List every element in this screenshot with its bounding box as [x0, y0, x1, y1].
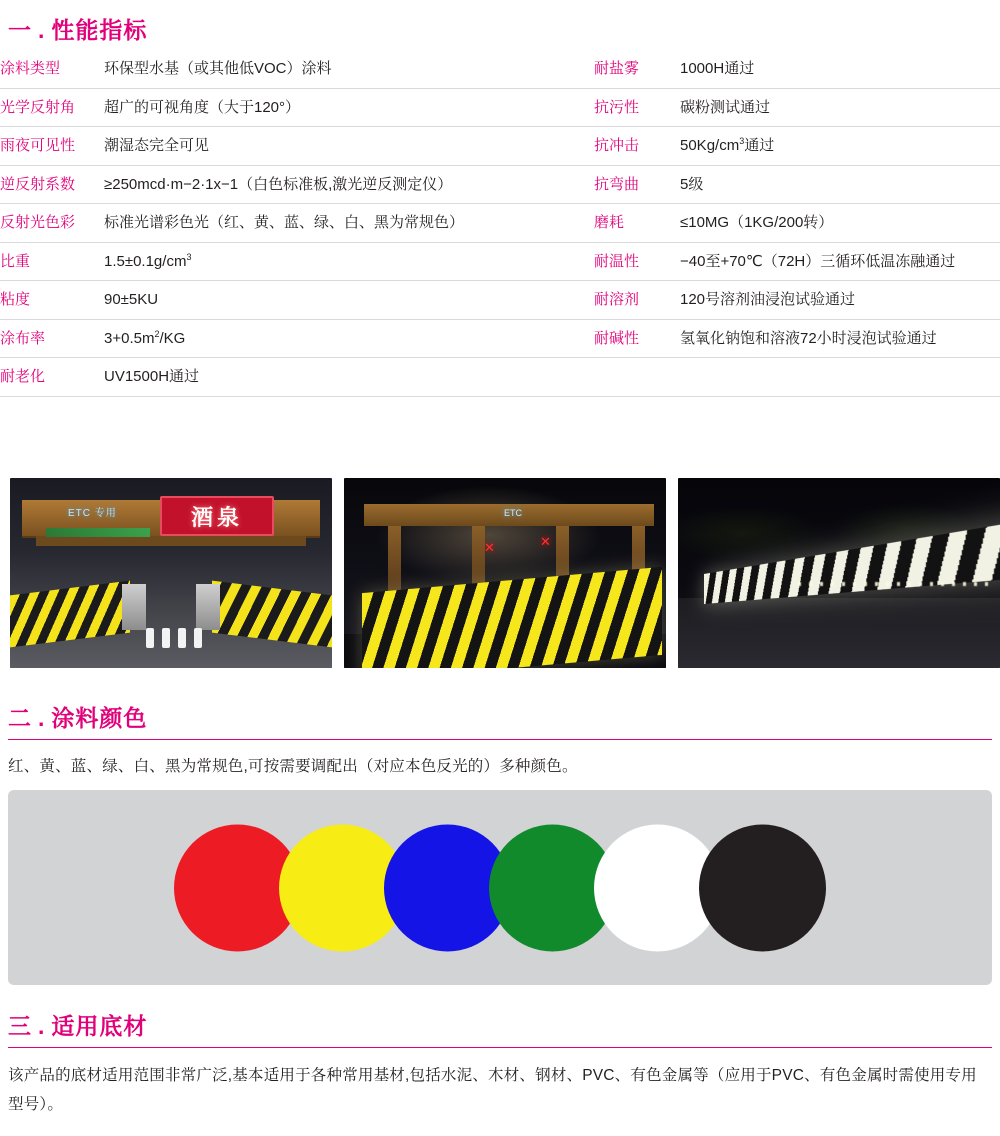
section-number: 二 — [8, 705, 32, 731]
spec-label: 耐老化 — [0, 358, 104, 397]
section-heading-color — [8, 700, 992, 733]
spec-label: 反射光色彩 — [0, 204, 104, 243]
section-title: 适用底材 — [51, 1013, 148, 1039]
color-swatch-black — [699, 824, 826, 951]
spec-value: UV1500H通过 — [104, 358, 594, 397]
toll-booth-right — [196, 584, 220, 630]
spec-label: 粘度 — [0, 281, 104, 320]
section-divider — [8, 1047, 992, 1048]
spec-value: ≤10MG（1KG/200转） — [680, 204, 1000, 243]
table-row — [0, 88, 1000, 127]
color-description: 红、黄、蓝、绿、白、黑为常规色,可按需要调配出（对应本色反光的）多种颜色。 — [8, 758, 578, 775]
substrate-description: 该产品的底材适用范围非常广泛,基本适用于各种常用基材,包括水泥、木材、钢材、PVC、有色金属等（应用于PVC、有色金属时需使用专用型号）。 — [8, 1067, 977, 1113]
spec-label: 光学反射角 — [0, 88, 104, 127]
canopy-column — [388, 526, 401, 594]
spec-label: 抗弯曲 — [594, 165, 680, 204]
spec-value — [680, 358, 1000, 397]
spec-value: 超广的可视角度（大于120°） — [104, 88, 594, 127]
table-row — [0, 319, 1000, 358]
section-dot: . — [38, 17, 46, 43]
color-swatch-row — [174, 824, 826, 951]
spec-value-impact: $50Kg/cm^3$通过 — [680, 127, 1000, 166]
spec-label: 耐溶剂 — [594, 281, 680, 320]
section-number: 三 — [8, 1013, 32, 1039]
asphalt-road — [678, 598, 1000, 668]
table-row — [0, 127, 1000, 166]
table-row — [0, 204, 1000, 243]
spec-value: 环保型水基（或其他低VOC）涂料 — [104, 50, 594, 88]
spec-value: 1000H通过 — [680, 50, 1000, 88]
table-row — [0, 358, 1000, 397]
delineator-post — [178, 628, 186, 648]
table-row — [0, 281, 1000, 320]
lane-closed-x-icon: ✕ — [484, 540, 495, 555]
table-row — [0, 242, 1000, 281]
spec-value: 90±5KU — [104, 281, 594, 320]
section-heading-substrate — [8, 1008, 992, 1041]
section-paint-color — [8, 700, 992, 740]
section-heading-performance — [8, 12, 147, 45]
delineator-post — [194, 628, 202, 648]
spec-value-density: $1.5\pm 0.1g/cm^3$ — [104, 242, 594, 281]
spec-label: 比重 — [0, 242, 104, 281]
delineator-post — [146, 628, 154, 648]
table-row — [0, 165, 1000, 204]
photo-guardrail-night — [678, 478, 1000, 668]
etc-lane-sign: ETC 专用 — [68, 508, 117, 519]
spec-label: 逆反射系数 — [0, 165, 104, 204]
table-row — [0, 50, 1000, 88]
lane-closed-x-icon: ✕ — [540, 534, 551, 549]
spec-label: 抗冲击 — [594, 127, 680, 166]
performance-spec-table — [0, 50, 1000, 397]
spec-label: 涂布率 — [0, 319, 104, 358]
canopy-beam-shape — [36, 536, 306, 546]
spec-value: ≥250mcd·m−2·1x−1（白色标准板,激光逆反测定仪） — [104, 165, 594, 204]
delineator-post — [162, 628, 170, 648]
photo-toll-plaza-night — [344, 478, 666, 668]
section-title: 性能指标 — [51, 17, 148, 43]
section-divider — [8, 739, 992, 740]
spec-label: 磨耗 — [594, 204, 680, 243]
spec-value: 潮湿态完全可见 — [104, 127, 594, 166]
spec-value: 5级 — [680, 165, 1000, 204]
color-swatch-panel — [8, 790, 992, 985]
etc-lane-sign: ETC — [504, 508, 522, 518]
spec-label: 耐盐雾 — [594, 50, 680, 88]
section-title: 涂料颜色 — [51, 705, 148, 731]
spec-value: 氢氧化钠饱和溶液72小时浸泡试验通过 — [680, 319, 1000, 358]
section-substrate — [8, 1008, 992, 1048]
gantry-green-band — [46, 528, 150, 537]
guardrail-reflector-dots — [798, 582, 988, 586]
section-number: 一 — [8, 17, 32, 43]
spec-label: 雨夜可见性 — [0, 127, 104, 166]
photo-toll-gate-dusk — [10, 478, 332, 668]
spec-value: 标准光谱彩色光（红、黄、蓝、绿、白、黑为常规色） — [104, 204, 594, 243]
spec-value: −40至+70℃（72H）三循环低温冻融通过 — [680, 242, 1000, 281]
zebra-barrier-large — [362, 567, 662, 668]
spec-value: 碳粉测试通过 — [680, 88, 1000, 127]
toll-booth-left — [122, 584, 146, 630]
spec-label: 抗污性 — [594, 88, 680, 127]
spec-label: 耐温性 — [594, 242, 680, 281]
spec-value-coverage: $3+0.5m^2/KG$ — [104, 319, 594, 358]
section-dot: . — [38, 705, 46, 731]
section-dot: . — [38, 1013, 46, 1039]
spec-label: 耐碱性 — [594, 319, 680, 358]
spec-label — [594, 358, 680, 397]
toll-station-name-sign: 酒泉 — [160, 496, 274, 536]
photo-gallery — [10, 478, 1000, 668]
spec-label: 涂料类型 — [0, 50, 104, 88]
spec-value: 120号溶剂油浸泡试验通过 — [680, 281, 1000, 320]
